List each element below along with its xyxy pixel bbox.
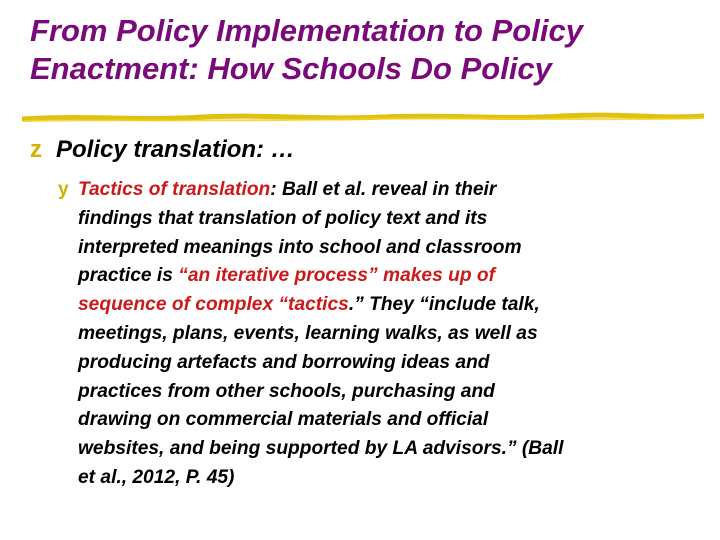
sub-line-5 <box>58 291 708 320</box>
sub-line-6: meetings, plans, events, learning walks, as well as <box>78 322 538 344</box>
sub-line-2: findings that translation of policy text and its <box>78 207 488 229</box>
sub-bullet-tactics <box>58 176 708 493</box>
tactics-of-translation-label: Tactics of translation <box>78 179 271 200</box>
sub-line-1-text: : Ball et al. reveal in their <box>270 179 497 200</box>
complex-tactics-quote: sequence of complex “tactics <box>78 294 349 316</box>
bullet-policy-translation <box>30 135 295 165</box>
sub-line-1 <box>58 176 708 205</box>
sub-line-4 <box>58 262 708 291</box>
sub-line-11: et al., 2012, P. 45) <box>78 466 235 488</box>
sub-line-5-text: .” They “include talk, <box>348 294 540 316</box>
bullet-text-policy-translation: Policy translation: … <box>56 136 295 163</box>
slide-title <box>30 12 700 88</box>
title-line-2: Enactment: How Schools Do Policy <box>30 51 552 86</box>
title-underline-rule <box>22 110 704 124</box>
sub-line-3: interpreted meanings into school and classroom <box>78 236 522 258</box>
bullet-z-icon: z <box>30 136 42 163</box>
title-line-1: From Policy Implementation to Policy <box>30 13 583 48</box>
sub-line-9: drawing on commercial materials and official <box>78 409 489 431</box>
sub-line-8: practices from other schools, purchasing and <box>78 380 495 402</box>
sub-line-10: websites, and being supported by LA advisors.” (Ball <box>78 438 564 460</box>
iterative-process-quote: “an iterative process” makes up of <box>178 265 495 287</box>
bullet-y-icon: y <box>58 179 69 200</box>
sub-line-4-text: practice is <box>78 265 179 287</box>
sub-line-7: producing artefacts and borrowing ideas and <box>78 351 490 373</box>
